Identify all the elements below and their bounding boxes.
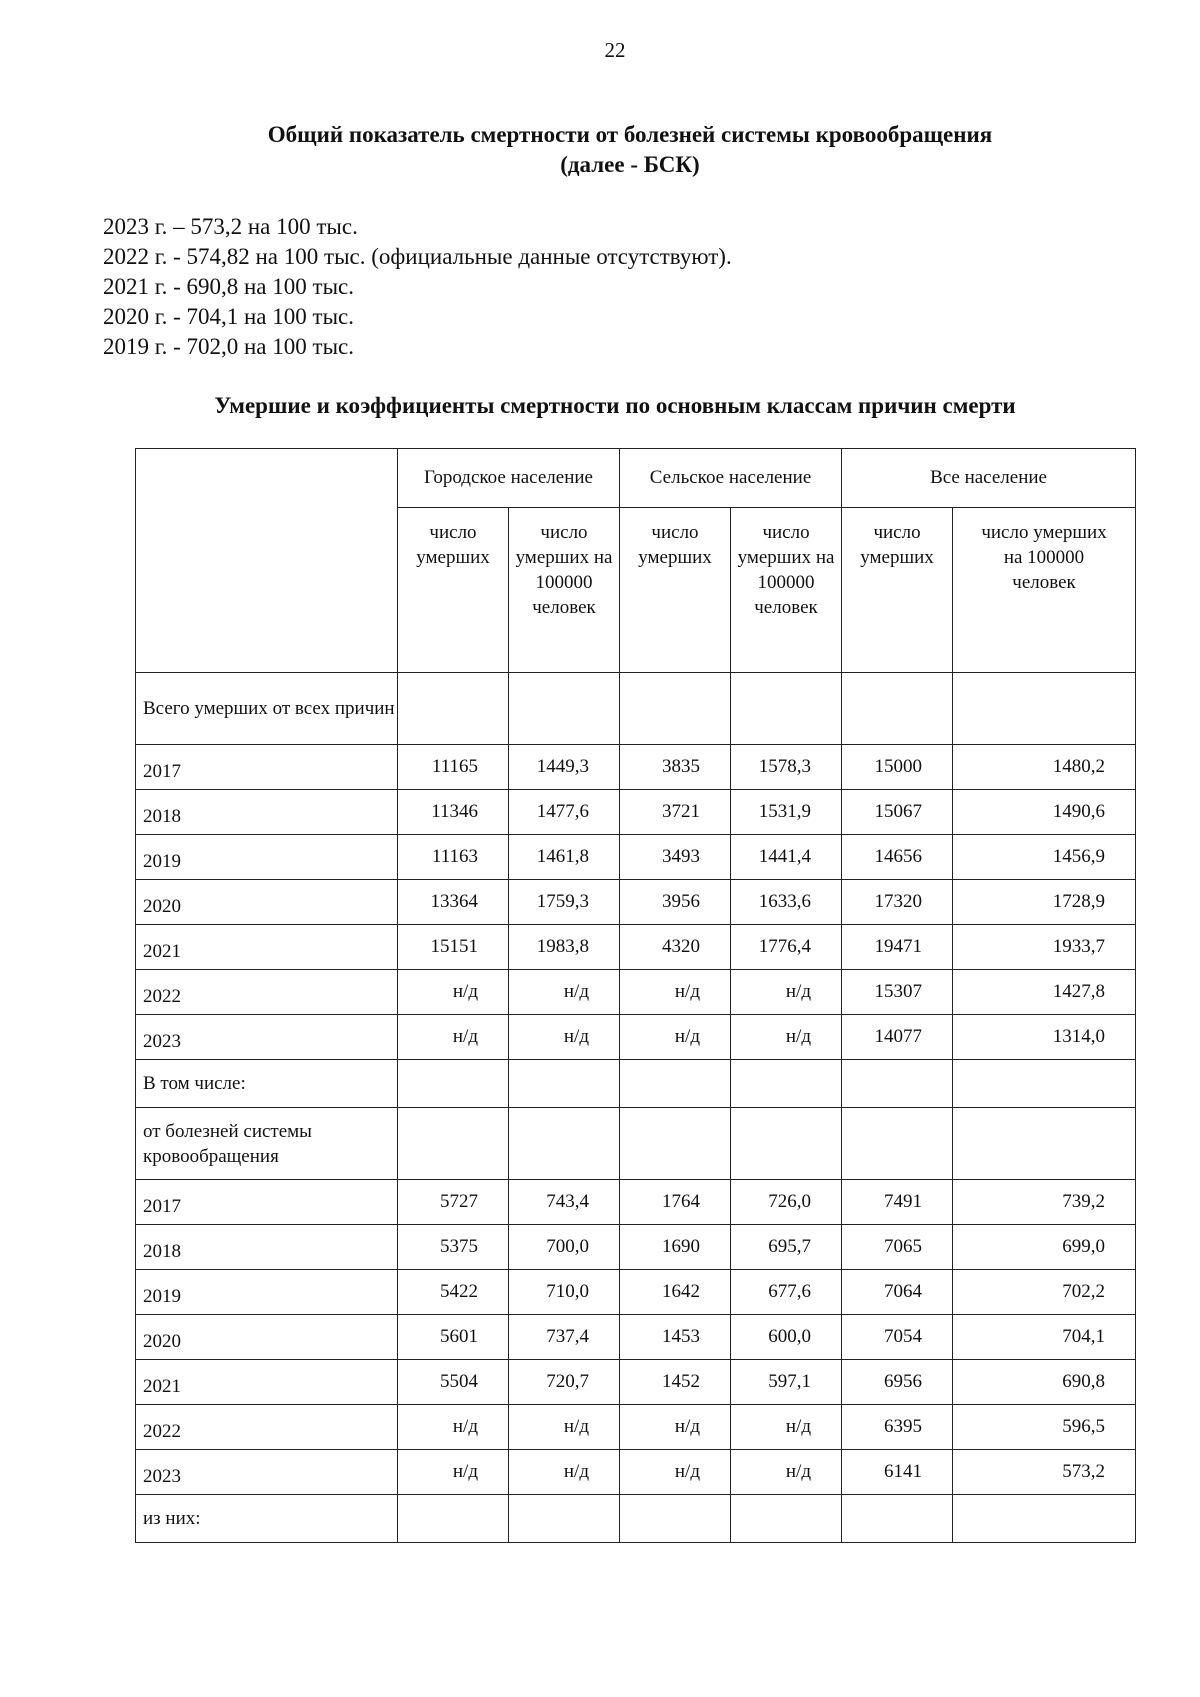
value-cell: 5375 xyxy=(398,1225,509,1270)
value-cell: 1933,7 xyxy=(953,925,1136,970)
value-cell: 597,1 xyxy=(731,1360,842,1405)
table-row xyxy=(136,1015,1136,1060)
document-title-line2: (далее - БСК) xyxy=(560,152,700,177)
value-cell: 695,7 xyxy=(731,1225,842,1270)
value-cell: 5422 xyxy=(398,1270,509,1315)
table-body-section1 xyxy=(136,673,1136,1060)
year-cell: 2021 xyxy=(136,925,398,970)
value-cell: н/д xyxy=(731,1015,842,1060)
value-cell: н/д xyxy=(731,1405,842,1450)
value-cell: н/д xyxy=(509,1405,620,1450)
value-cell: 1452 xyxy=(620,1360,731,1405)
table-row xyxy=(136,970,1136,1015)
document-title-line1: Общий показатель смертности от болезней системы кровообращения xyxy=(267,122,993,147)
value-cell: 11346 xyxy=(398,790,509,835)
table-row xyxy=(136,1405,1136,1450)
header-all: Все население xyxy=(842,449,1136,508)
value-cell: н/д xyxy=(398,1450,509,1495)
value-cell: 11165 xyxy=(398,745,509,790)
value-cell: 6141 xyxy=(842,1450,953,1495)
subheader-count: число умерших xyxy=(842,508,953,673)
section1-label: Всего умерших от всех причин xyxy=(136,673,398,745)
value-cell: 1578,3 xyxy=(731,745,842,790)
in-total-label: В том числе: xyxy=(136,1060,398,1108)
subheader-rate: число умерших на 100000 человек xyxy=(731,508,842,673)
value-cell: 1776,4 xyxy=(731,925,842,970)
subheader-rate: число умерших на 100000 человек xyxy=(953,508,1136,673)
document-title xyxy=(130,120,1130,180)
stat-line: 2021 г. - 690,8 на 100 тыс. xyxy=(103,274,354,299)
section-label-row xyxy=(136,1495,1136,1543)
value-cell: 726,0 xyxy=(731,1180,842,1225)
value-cell: 7054 xyxy=(842,1315,953,1360)
value-cell: 15067 xyxy=(842,790,953,835)
header-urban: Городское население xyxy=(398,449,620,508)
value-cell: 1456,9 xyxy=(953,835,1136,880)
value-cell: н/д xyxy=(620,970,731,1015)
value-cell: 600,0 xyxy=(731,1315,842,1360)
value-cell: 1427,8 xyxy=(953,970,1136,1015)
value-cell: н/д xyxy=(620,1405,731,1450)
value-cell: 7065 xyxy=(842,1225,953,1270)
table-row xyxy=(136,880,1136,925)
year-cell: 2023 xyxy=(136,1450,398,1495)
table-body-footer xyxy=(136,1495,1136,1543)
value-cell: 720,7 xyxy=(509,1360,620,1405)
table-row xyxy=(136,1225,1136,1270)
value-cell: 15000 xyxy=(842,745,953,790)
year-cell: 2022 xyxy=(136,970,398,1015)
value-cell: 15151 xyxy=(398,925,509,970)
table-row xyxy=(136,925,1136,970)
value-cell: 596,5 xyxy=(953,1405,1136,1450)
table-title: Умершие и коэффициенты смертности по основным классам причин смерти xyxy=(214,393,1016,418)
page-number: 22 xyxy=(604,38,626,62)
value-cell: 3956 xyxy=(620,880,731,925)
value-cell: 1441,4 xyxy=(731,835,842,880)
year-cell: 2017 xyxy=(136,745,398,790)
value-cell: 1728,9 xyxy=(953,880,1136,925)
value-cell: 1477,6 xyxy=(509,790,620,835)
value-cell: 5504 xyxy=(398,1360,509,1405)
value-cell: 5727 xyxy=(398,1180,509,1225)
value-cell: 1759,3 xyxy=(509,880,620,925)
table-row xyxy=(136,835,1136,880)
value-cell: 1461,8 xyxy=(509,835,620,880)
value-cell: 5601 xyxy=(398,1315,509,1360)
subheader-count: число умерших xyxy=(620,508,731,673)
year-cell: 2017 xyxy=(136,1180,398,1225)
value-cell: 573,2 xyxy=(953,1450,1136,1495)
value-cell: н/д xyxy=(620,1015,731,1060)
value-cell: н/д xyxy=(509,1450,620,1495)
value-cell: н/д xyxy=(398,970,509,1015)
table-row xyxy=(136,790,1136,835)
value-cell: 1983,8 xyxy=(509,925,620,970)
section-label-row xyxy=(136,1060,1136,1108)
value-cell: 1453 xyxy=(620,1315,731,1360)
value-cell: 1449,3 xyxy=(509,745,620,790)
section2-label: от болезней системы кровообращения xyxy=(136,1108,398,1180)
value-cell: н/д xyxy=(398,1015,509,1060)
value-cell: 3721 xyxy=(620,790,731,835)
value-cell: 1480,2 xyxy=(953,745,1136,790)
value-cell: 7064 xyxy=(842,1270,953,1315)
value-cell: 17320 xyxy=(842,880,953,925)
value-cell: н/д xyxy=(398,1405,509,1450)
value-cell: н/д xyxy=(731,1450,842,1495)
mortality-table xyxy=(135,448,1136,1543)
value-cell: 690,8 xyxy=(953,1360,1136,1405)
year-cell: 2021 xyxy=(136,1360,398,1405)
stat-line: 2020 г. - 704,1 на 100 тыс. xyxy=(103,304,354,329)
table-row xyxy=(136,1180,1136,1225)
value-cell: 6956 xyxy=(842,1360,953,1405)
value-cell: 743,4 xyxy=(509,1180,620,1225)
table-row xyxy=(136,1450,1136,1495)
year-cell: 2018 xyxy=(136,1225,398,1270)
year-cell: 2018 xyxy=(136,790,398,835)
year-cell: 2019 xyxy=(136,1270,398,1315)
value-cell: 7491 xyxy=(842,1180,953,1225)
section-label-row xyxy=(136,1108,1136,1180)
table-row xyxy=(136,745,1136,790)
value-cell: 14077 xyxy=(842,1015,953,1060)
value-cell: 15307 xyxy=(842,970,953,1015)
value-cell: 1314,0 xyxy=(953,1015,1136,1060)
value-cell: 19471 xyxy=(842,925,953,970)
stat-line: 2022 г. - 574,82 на 100 тыс. (официальные данные отсутствуют). xyxy=(103,244,732,269)
value-cell: н/д xyxy=(620,1450,731,1495)
value-cell: 1633,6 xyxy=(731,880,842,925)
subheader-rate: число умерших на 100000 человек xyxy=(509,508,620,673)
subheader-count: число умерших xyxy=(398,508,509,673)
value-cell: 11163 xyxy=(398,835,509,880)
table-row xyxy=(136,1360,1136,1405)
header-empty-cell xyxy=(136,449,398,673)
value-cell: 700,0 xyxy=(509,1225,620,1270)
value-cell: 3493 xyxy=(620,835,731,880)
value-cell: 699,0 xyxy=(953,1225,1136,1270)
year-cell: 2020 xyxy=(136,880,398,925)
value-cell: н/д xyxy=(731,970,842,1015)
year-cell: 2019 xyxy=(136,835,398,880)
value-cell: 739,2 xyxy=(953,1180,1136,1225)
value-cell: 710,0 xyxy=(509,1270,620,1315)
year-cell: 2023 xyxy=(136,1015,398,1060)
stat-line: 2023 г. – 573,2 на 100 тыс. xyxy=(103,214,358,239)
table-row xyxy=(136,1315,1136,1360)
year-cell: 2022 xyxy=(136,1405,398,1450)
section-label-row xyxy=(136,673,1136,745)
header-rural: Сельское население xyxy=(620,449,842,508)
stat-line: 2019 г. - 702,0 на 100 тыс. xyxy=(103,334,354,359)
value-cell: 14656 xyxy=(842,835,953,880)
table-body-section2 xyxy=(136,1060,1136,1495)
value-cell: 1642 xyxy=(620,1270,731,1315)
value-cell: 3835 xyxy=(620,745,731,790)
value-cell: 737,4 xyxy=(509,1315,620,1360)
value-cell: 1764 xyxy=(620,1180,731,1225)
table-row xyxy=(136,1270,1136,1315)
of-them-label: из них: xyxy=(136,1495,398,1543)
value-cell: 677,6 xyxy=(731,1270,842,1315)
value-cell: 4320 xyxy=(620,925,731,970)
value-cell: 13364 xyxy=(398,880,509,925)
value-cell: 6395 xyxy=(842,1405,953,1450)
value-cell: 702,2 xyxy=(953,1270,1136,1315)
value-cell: н/д xyxy=(509,1015,620,1060)
value-cell: 704,1 xyxy=(953,1315,1136,1360)
value-cell: 1531,9 xyxy=(731,790,842,835)
year-cell: 2020 xyxy=(136,1315,398,1360)
value-cell: 1490,6 xyxy=(953,790,1136,835)
mortality-stats-list xyxy=(103,212,732,362)
value-cell: н/д xyxy=(509,970,620,1015)
value-cell: 1690 xyxy=(620,1225,731,1270)
